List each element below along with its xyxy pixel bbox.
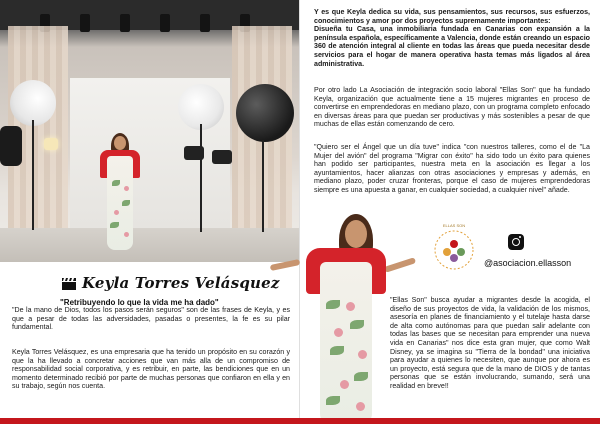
intro-text: Y es que Keyla dedica su vida, sus pensamientos, sus recursos, sus esfuerzos, conocimientos y amor por dos proyectos supremamente importantes:	[314, 8, 590, 25]
clapperboard-icon	[62, 277, 76, 289]
logo-text: ELLAS SON	[442, 223, 466, 228]
studio-floor	[0, 228, 300, 262]
right-paragraph-2: Por otro lado La Asociación de integración socio laboral "Ellas Son" que ha fundado Keyla, organización que actualmente tiene a 15 mujeres migrantes en proceso de convertirse en emprendedoras en mediano plazo, con un programa completo enfocado en diversas áreas para que puedan ser productivas y más sostenibles a pesar de que muchas de ellas están comenzando de cero.	[314, 86, 590, 129]
ceiling-lamp	[160, 14, 170, 32]
light-stand	[32, 120, 34, 230]
studio-photo	[0, 0, 300, 262]
right-paragraph-1	[314, 8, 590, 68]
left-paragraph-1: "De la mano de Dios, todos los pasos serán seguros" son de las frases de Keyla, y es que a pesar de todas las adversidades, pasadas o presentes, la fe es su pilar fundamental.	[12, 306, 290, 332]
spot-light	[212, 150, 232, 164]
name-heading	[62, 274, 280, 292]
softbox	[0, 126, 22, 166]
left-paragraph-2: Keyla Torres Velásquez, es una empresaria que ha tenido un propósito en su corazón y que la ha llevado a concretar acciones que van más alla de un compromiso de responsabilidad social corporativa, y es retribuir, en parte, las bendiciones que en un momento determinado recibió por parte de muchas personas que confiaron en ella y en su trabajo, según nos cuenta.	[12, 348, 290, 391]
instagram-icon[interactable]	[508, 234, 524, 250]
ceiling-lamp	[200, 14, 210, 32]
disuena-text: Disueña tu Casa, una inmobiliaria fundada en Canarias con expansión a la península española, específicamente a Valencia, donde están creando un espacio 360 de atención integral al cliente en todas las áreas que pueda necesitar desde servicios para el hogar de manera operativa hasta temas más ligados al área administrativa.	[314, 25, 590, 68]
spot-light	[184, 146, 204, 160]
bottom-accent-bar	[0, 418, 600, 424]
right-paragraph-4: "Ellas Son" busca ayudar a migrantes desde la acogida, el diseño de sus proyectos de vida, la validación de los mismos, asesoría en planes de financiamiento y el tutelaje hasta darse de alta como autónomas para que puedan salir adelante con todas las bases que se necesitan para emprender una nueva vida en Canarias" nos dice esta gran mujer, que como Walt Disney, ya se imagina su "Tierra de la bondad" una iniciativa para ayudar a quienes lo necesiten, que aunque por ahora es un proyecto, está segura que de la mano de DIOS y de tantas personas que se están involucrando, sumando, será una realidad en breve!!	[390, 296, 590, 390]
dark-umbrella	[236, 84, 294, 142]
ceiling-lamp	[120, 14, 130, 32]
light-stand	[200, 124, 202, 232]
ceiling-lamp	[80, 14, 90, 32]
right-paragraph-3: "Quiero ser el Ángel que un día tuve" indica "con nuestros talleres, como el de "La Mujer del avión" del programa "Migrar con éxito" ha sido todo un éxito para quienes han podido ser participantes, nuestra meta en la asociación es llegar a los ayuntamientos, hacer alianzas con otras asociaciones y empresas y además, en mediano plazo, poder cruzar fronteras, porque el caso de mujeres emprendedoras siempre es una apuesta a ganar, en cualquier sociedad, a cualquier nivel" añade.	[314, 143, 590, 194]
person-name: Keyla Torres Velásquez	[82, 274, 280, 292]
light-stand	[262, 140, 264, 232]
instagram-handle[interactable]: @asociacion.ellasson	[484, 258, 572, 268]
ellas-son-logo	[434, 223, 474, 270]
tagline-quote: "Retribuyendo lo que la vida me ha dado"	[60, 298, 219, 307]
lamp-glow	[44, 138, 58, 150]
